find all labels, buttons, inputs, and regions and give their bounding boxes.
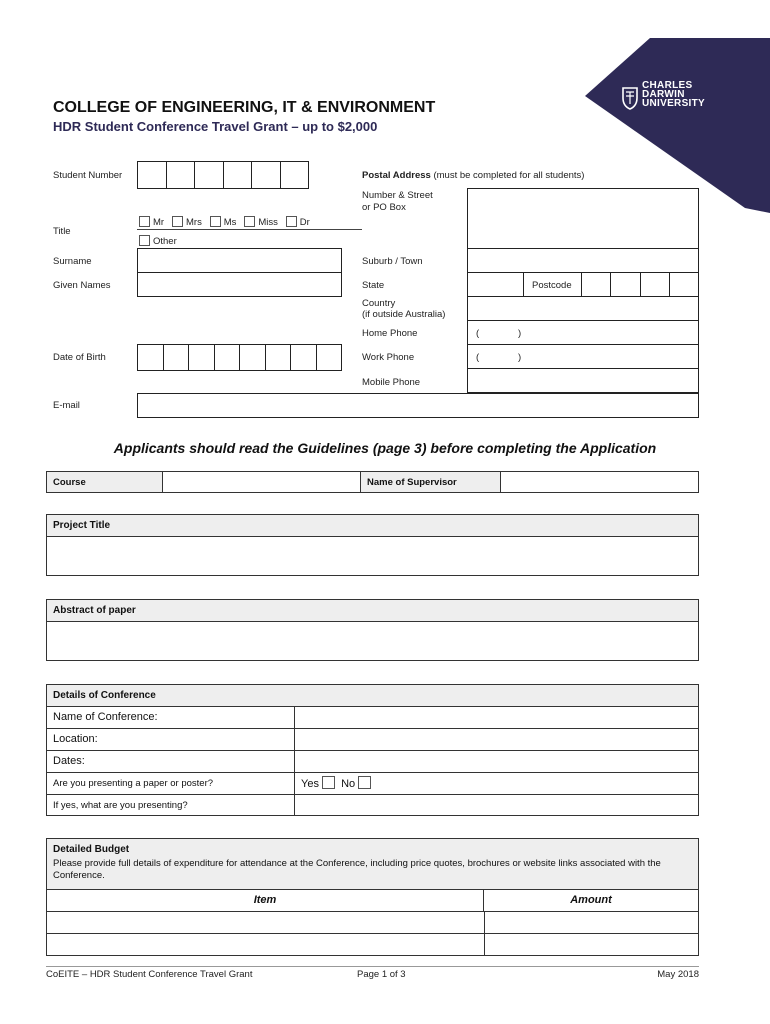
title-options — [139, 216, 310, 228]
student-number-digit[interactable] — [224, 162, 253, 188]
budget-row — [47, 933, 698, 955]
state-field[interactable] — [467, 272, 524, 297]
project-title-field[interactable] — [47, 536, 698, 576]
checkbox-icon — [139, 216, 150, 227]
checkbox-icon — [172, 216, 183, 227]
postcode-digit[interactable] — [582, 273, 611, 296]
dob-digit[interactable] — [164, 345, 190, 370]
dob-digit[interactable] — [240, 345, 266, 370]
course-field[interactable] — [163, 472, 361, 492]
checkbox-icon — [244, 216, 255, 227]
course-row — [46, 471, 699, 493]
postcode-label: Postcode — [532, 280, 572, 291]
country-field[interactable] — [467, 296, 699, 321]
given-names-label: Given Names — [53, 280, 111, 291]
checkbox-icon — [322, 776, 335, 789]
presenting-what-row — [47, 794, 698, 815]
surname-label: Surname — [53, 256, 92, 267]
title-option-miss[interactable]: Miss — [244, 217, 278, 228]
presenting-yes[interactable]: Yes — [301, 778, 338, 790]
work-phone-field[interactable] — [467, 344, 699, 369]
title-label: Title — [53, 226, 71, 237]
budget-header — [47, 839, 698, 889]
area-code-close: ) — [518, 352, 522, 363]
budget-description: Please provide full details of expenditure for attendance at the Conference, including price quotes, brochures or website links associated with the Conference. — [53, 858, 661, 881]
conference-dates-row — [47, 750, 698, 772]
dob-digit[interactable] — [317, 345, 342, 370]
student-number-digit[interactable] — [252, 162, 281, 188]
conference-name-field[interactable] — [295, 707, 698, 728]
title-divider — [137, 229, 362, 230]
student-number-digit[interactable] — [281, 162, 309, 188]
footer-rule — [46, 966, 699, 967]
presenting-what-field[interactable] — [295, 795, 698, 815]
project-title-section — [46, 514, 699, 576]
mobile-phone-field[interactable] — [467, 368, 699, 393]
page-title: COLLEGE OF ENGINEERING, IT & ENVIRONMENT — [53, 99, 436, 116]
footer-page-number: Page 1 of 3 — [357, 969, 406, 980]
logo-banner-shape — [585, 38, 770, 213]
course-label-cell — [47, 472, 163, 492]
conference-dates-field[interactable] — [295, 751, 698, 772]
presenting-row — [47, 772, 698, 794]
supervisor-label: Name of Supervisor — [367, 477, 457, 488]
conference-location-field[interactable] — [295, 729, 698, 750]
postcode-digit[interactable] — [641, 273, 670, 296]
conference-location-label: Location: — [47, 729, 295, 750]
area-code-open: ( — [476, 352, 480, 363]
presenting-what-label: If yes, what are you presenting? — [47, 795, 295, 815]
title-option-mr[interactable]: Mr — [139, 217, 164, 228]
footer-left: CoEITE – HDR Student Conference Travel Grant — [46, 969, 253, 980]
checkbox-icon — [358, 776, 371, 789]
budget-section — [46, 838, 699, 956]
logo-text-line-1: CHARLES — [642, 80, 693, 91]
student-number-digit[interactable] — [167, 162, 196, 188]
supervisor-field[interactable] — [501, 472, 698, 492]
checkbox-icon — [286, 216, 297, 227]
dob-digit[interactable] — [266, 345, 292, 370]
title-option-other[interactable]: Other — [139, 235, 177, 247]
student-number-label: Student Number — [53, 170, 123, 181]
state-label: State — [362, 280, 385, 291]
logo-text-line-2: DARWIN — [642, 89, 685, 100]
budget-row — [47, 911, 698, 933]
suburb-label: Suburb / Town — [362, 256, 423, 267]
country-label: Country (if outside Australia) — [362, 298, 446, 320]
supervisor-label-cell — [361, 472, 501, 492]
guidelines-notice: Applicants should read the Guidelines (page 3) before completing the Application — [113, 440, 657, 456]
mobile-phone-label: Mobile Phone — [362, 377, 421, 388]
date-of-birth-boxes — [137, 344, 342, 371]
budget-heading: Detailed Budget — [53, 844, 130, 855]
given-names-field[interactable] — [137, 272, 342, 297]
presenting-no[interactable]: No — [341, 778, 374, 790]
surname-field[interactable] — [137, 248, 342, 273]
conference-location-row — [47, 728, 698, 750]
home-phone-field[interactable] — [467, 320, 699, 345]
abstract-heading: Abstract of paper — [47, 600, 698, 621]
email-label: E-mail — [53, 400, 80, 411]
conference-dates-label: Dates: — [47, 751, 295, 772]
dob-digit[interactable] — [138, 345, 164, 370]
project-title-heading: Project Title — [47, 515, 698, 536]
dob-digit[interactable] — [291, 345, 317, 370]
title-option-mrs[interactable]: Mrs — [172, 217, 202, 228]
dob-digit[interactable] — [215, 345, 241, 370]
budget-column-headers — [47, 889, 698, 911]
budget-item-field[interactable] — [47, 934, 485, 955]
footer-date: May 2018 — [657, 969, 699, 980]
university-logo-banner — [585, 38, 770, 213]
budget-amount-field[interactable] — [485, 912, 698, 933]
suburb-field[interactable] — [467, 248, 699, 273]
title-option-ms[interactable]: Ms — [210, 217, 237, 228]
dob-digit[interactable] — [189, 345, 215, 370]
home-phone-label: Home Phone — [362, 328, 418, 339]
postcode-label-cell — [523, 272, 582, 297]
postcode-boxes — [581, 272, 699, 297]
student-number-boxes — [137, 161, 309, 189]
email-field[interactable] — [137, 393, 699, 418]
date-of-birth-label: Date of Birth — [53, 352, 106, 363]
work-phone-label: Work Phone — [362, 352, 415, 363]
area-code-close: ) — [518, 328, 522, 339]
budget-amount-field[interactable] — [485, 934, 698, 955]
conference-section — [46, 684, 699, 816]
postal-address-heading: Postal Address (must be completed for all students) — [362, 170, 585, 181]
conference-heading: Details of Conference — [47, 685, 698, 706]
abstract-section — [46, 599, 699, 661]
checkbox-icon — [210, 216, 221, 227]
postcode-digit[interactable] — [670, 273, 698, 296]
title-option-dr[interactable]: Dr — [286, 217, 310, 228]
area-code-open: ( — [476, 328, 480, 339]
conference-name-label: Name of Conference: — [47, 707, 295, 728]
student-number-digit[interactable] — [195, 162, 224, 188]
abstract-field[interactable] — [47, 621, 698, 661]
checkbox-icon — [139, 235, 150, 246]
course-label: Course — [53, 477, 86, 488]
budget-col-item: Item — [47, 890, 484, 911]
page-subtitle: HDR Student Conference Travel Grant – up to $2,000 — [53, 119, 378, 134]
conference-name-row — [47, 706, 698, 728]
budget-item-field[interactable] — [47, 912, 485, 933]
street-field[interactable] — [467, 188, 699, 249]
budget-col-amount: Amount — [570, 894, 612, 906]
student-number-digit[interactable] — [138, 162, 167, 188]
street-label: Number & Street or PO Box — [362, 190, 433, 213]
presenting-label: Are you presenting a paper or poster? — [47, 773, 295, 794]
postcode-digit[interactable] — [611, 273, 640, 296]
presenting-options — [295, 773, 698, 794]
logo-text-line-3: UNIVERSITY — [642, 98, 706, 109]
